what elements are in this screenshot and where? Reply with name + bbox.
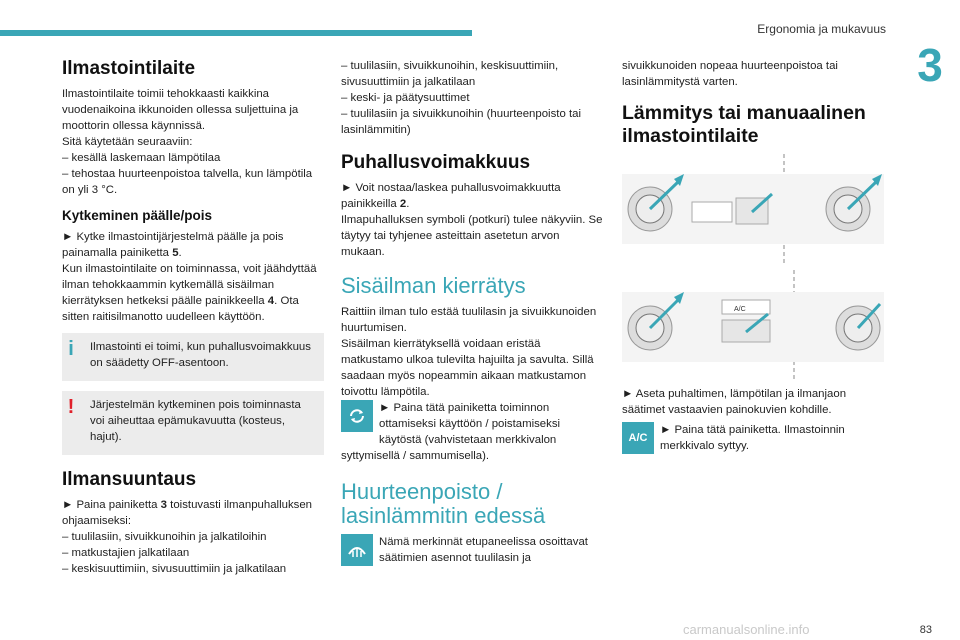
control-panel-illustration-2 — [622, 270, 884, 380]
heading-ilmansuuntaus: Ilmansuuntaus — [62, 469, 197, 490]
manual-paragraph-1: ► Aseta puhaltimen, lämpötilan ja ilmanjaon säätimet vastaavien painokuvien kohdille. — [622, 388, 847, 416]
recirculation-icon — [341, 400, 373, 432]
dir-paragraph: ► Paina painiketta 3 toistuvasti ilmanpuhalluksen ohjaamiseksi: — [62, 499, 313, 527]
ac-use-text: Sitä käytetään seuraaviin: — [62, 136, 193, 148]
defrost-continued: sivuikkunoiden nopeaa huurteenpoistoa tai lasinlämmitystä varten. — [622, 60, 838, 88]
info-icon: i — [68, 338, 74, 360]
recirc-paragraph-2: Sisäilman kierrätyksellä voidaan eristää matkustamo ulkoa tulevilta hajuilta ja savulta. Sillä saadaan myös nopeammin aikaan matkustamon toivottu lämpötila. — [341, 338, 594, 398]
dir-list-item: – keski- ja päätysuuttimet — [341, 92, 470, 104]
fan-paragraph-2: Ilmapuhalluksen symboli (potkuri) tulee näkyviin. Se täytyy tai tyhjenee asteittain asetetun arvon mukaan. — [341, 214, 603, 258]
ac-list-item: – kesällä laskemaan lämpötilaa — [62, 152, 221, 164]
info-note — [62, 333, 324, 381]
dir-list-item: – tuulilasiin, sivuikkunoihin, keskisuuttimiin, sivusuuttimiin ja jalkatilaan — [341, 60, 559, 88]
section-header-title: Ergonomia ja mukavuus — [757, 22, 886, 36]
dir-list-item: – tuulilasiin, sivuikkunoihin ja jalkatiloihin — [62, 531, 267, 543]
panel-ac-label: A/C — [734, 306, 746, 313]
column-2 — [341, 58, 603, 568]
dir-list-item: – matkustajien jalkatilaan — [62, 547, 190, 559]
ac-intro-text: Ilmastointilaite toimii tehokkaasti kaikkina vuodenaikoina ikkunoiden ollessa suljettuina ja moottorin ollessa käynnissä. — [62, 88, 299, 132]
warning-icon: ! — [67, 396, 75, 418]
onoff-paragraph-2: Kun ilmastointilaite on toiminnassa, voit jäähdyttää ilman tehokkaammin kytkemällä sisäilman kierrätyksen hetkeksi päälle painikkeella 4. Ota sitten raitisilmanotto uudelleen käyttöön. — [62, 263, 317, 323]
info-note-text: Ilmastointi ei toimi, kun puhallusvoimakkuus on säädetty OFF-asentoon. — [90, 341, 311, 369]
dir-list-item: – keskisuuttimiin, sivusuuttimiin ja jalkatilaan — [62, 563, 287, 575]
heading-kytkeminen: Kytkeminen päälle/pois — [62, 208, 213, 223]
recirc-paragraph-1: Raittiin ilman tulo estää tuulilasin ja sivuikkunoiden huurtumisen. — [341, 306, 597, 334]
warning-note-text: Järjestelmän kytkeminen pois toiminnasta voi aiheuttaa epämukavuutta (kosteus, hajut). — [90, 399, 301, 443]
heading-lammitys: Lämmitys tai manuaalinen ilmastointilaite — [622, 102, 866, 147]
heading-ilmastointilaite: Ilmastointilaite — [62, 58, 196, 79]
header-accent-bar — [0, 30, 472, 36]
fan-paragraph-1: ► Voit nostaa/laskea puhallusvoimakkuutta painikkeilla 2. — [341, 182, 561, 210]
column-3 — [622, 58, 884, 456]
control-panel-illustration-1 — [622, 154, 884, 264]
heading-sisailman-kierratys: Sisäilman kierrätys — [341, 273, 526, 298]
column-1 — [62, 58, 324, 577]
chapter-number: 3 — [917, 39, 943, 91]
watermark: carmanualsonline.info — [683, 622, 810, 637]
onoff-paragraph-1: ► Kytke ilmastointijärjestelmä päälle ja pois painamalla painiketta 5. — [62, 231, 284, 259]
page-number: 83 — [919, 624, 932, 636]
dir-list-item: – tuulilasiin ja sivuikkunoihin (huurteenpoisto tai lasinlämmitin) — [341, 108, 581, 136]
heading-puhallusvoimakkuus: Puhallusvoimakkuus — [341, 152, 531, 173]
manual-paragraph-2: ► Paina tätä painiketta. Ilmastoinnin merkkivalo syttyy. — [660, 424, 845, 452]
ac-icon: A/C — [622, 422, 654, 454]
ac-list-item: – tehostaa huurteenpoistoa talvella, kun lämpötila on yli 3 °C. — [62, 168, 313, 196]
heading-huurteenpoisto: Huurteenpoisto / lasinlämmitin edessä — [341, 479, 546, 528]
warning-note — [62, 391, 324, 455]
defrost-icon — [341, 534, 373, 566]
recirc-paragraph-3: ► Paina tätä painiketta toiminnon ottamiseksi käyttöön / poistamiseksi käytöstä (vahvistetaan merkkivalon syttymisellä / sammumisella). — [341, 402, 561, 462]
defrost-paragraph: Nämä merkinnät etupaneelissa osoittavat säätimien asennot tuulilasin ja — [379, 536, 588, 564]
